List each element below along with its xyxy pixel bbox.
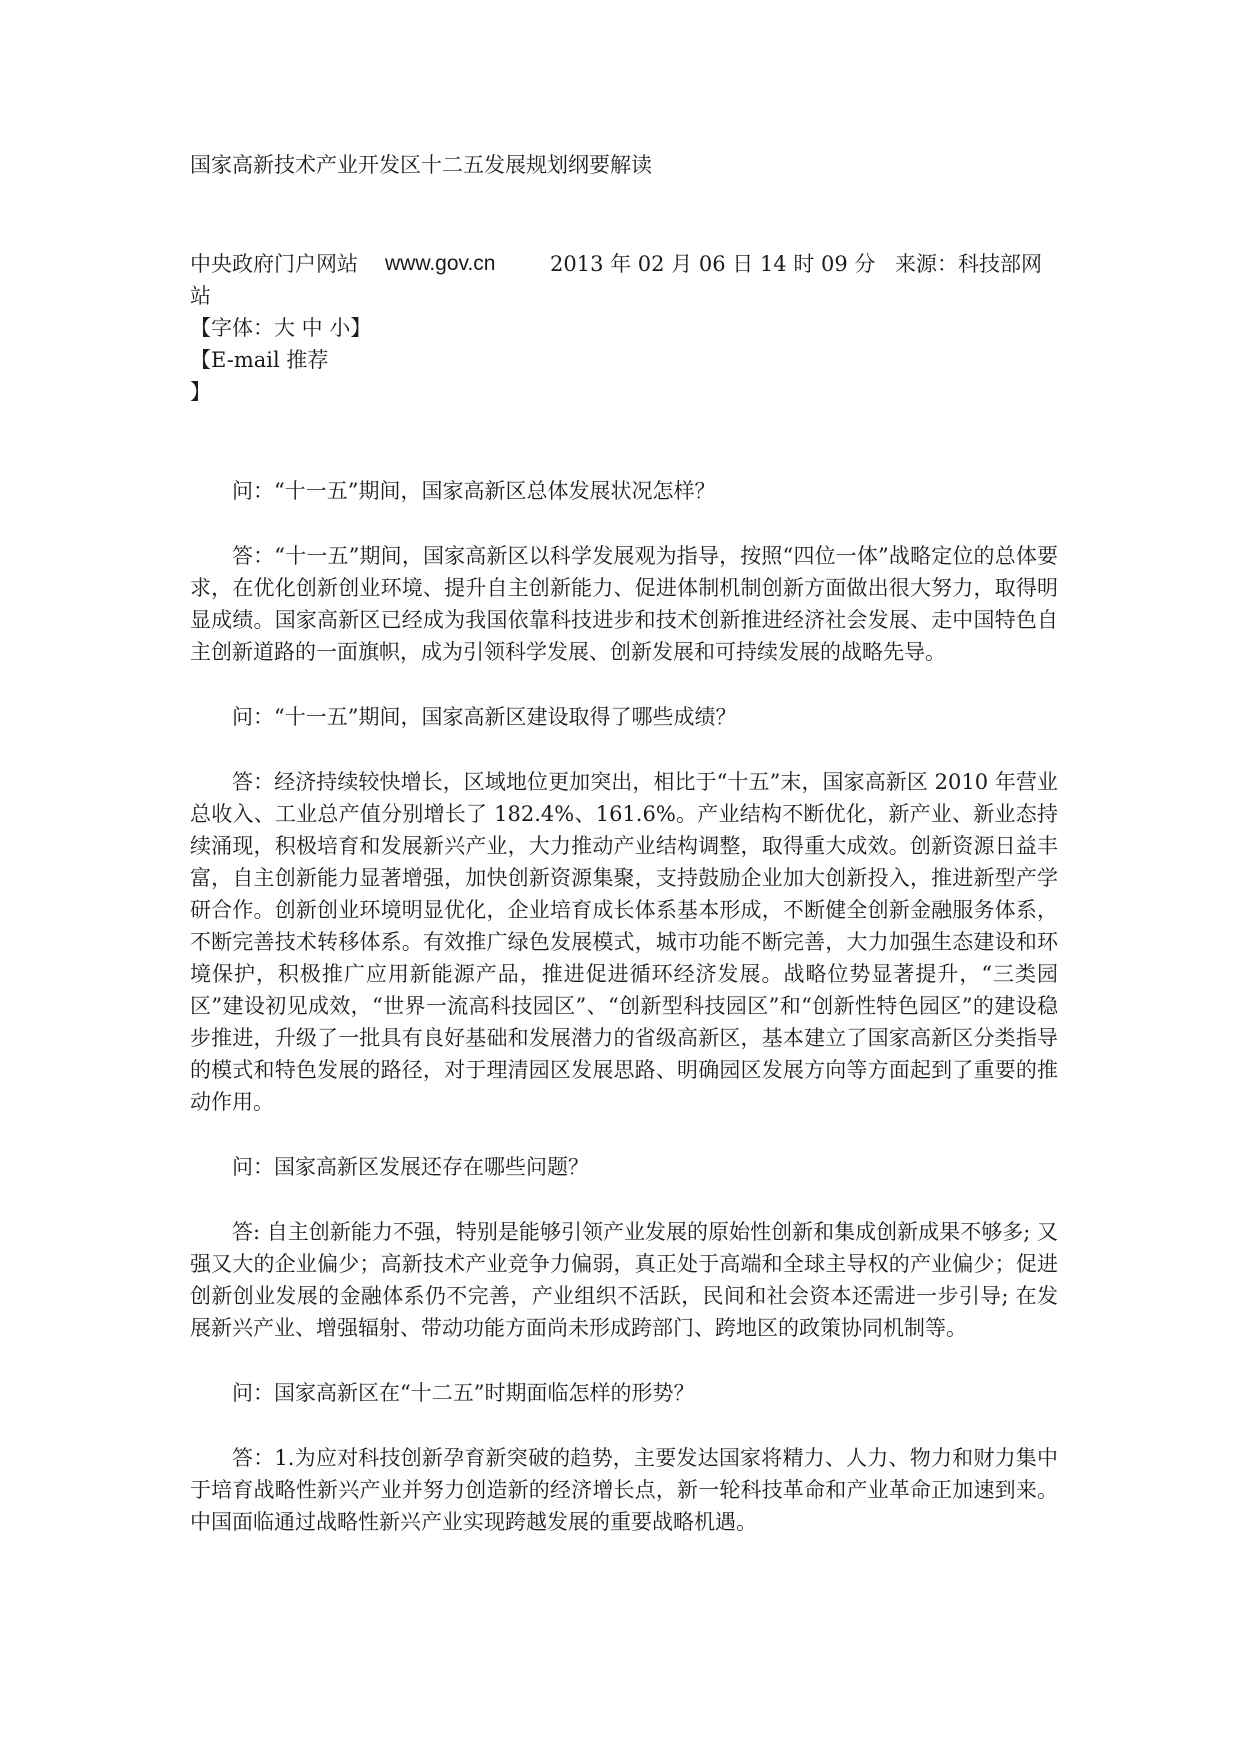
answer-paragraph: 答：经济持续较快增长，区域地位更加突出，相比于“十五”末，国家高新区 2010 年营业总收入、工业总产值分别增长了 182.4%、161.6%。产业结构不断优化，新产业、新业态持续涌现，积极培育和发展新兴产业，大力推动产业结构调整，取得重大成效。创新资源日益丰富，自主创新能力显著增强，加快创新资源集聚，支持鼓励企业加大创新投入，推进新型产学研合作。创新创业环境明显优化，企业培育成长体系基本形成，不断健全创新金融服务体系，不断完善技术转移体系。有效推广绿色发展模式，城市功能不断完善，大力加强生态建设和环境保护，积极推广应用新能源产品，推进促进循环经济发展。战略位势显著提升，“三类园区”建设初见成效，“世界一流高科技园区”、“创新型科技园区”和“创新性特色园区”的建设稳步推进，升级了一批具有良好基础和发展潜力的省级高新区，基本建立了国家高新区分类指导的模式和特色发展的路径，对于理清园区发展思路、明确园区发展方向等方面起到了重要的推动作用。 xyxy=(190,770,1058,1114)
question-paragraph: 问：“十一五”期间，国家高新区总体发展状况怎样？ xyxy=(232,479,716,503)
meta-source: 来源：科技部网 xyxy=(895,252,1042,276)
meta-site: 中央政府门户网站 xyxy=(190,252,358,276)
meta-date: 2013 年 02 月 06 日 14 时 09 分 xyxy=(550,252,876,276)
font-size-control[interactable]: 【字体：大 中 小】 xyxy=(190,316,372,340)
meta-line xyxy=(190,248,1070,280)
document-title: 国家高新技术产业开发区十二五发展规划纲要解读 xyxy=(190,153,652,177)
answer-paragraph: 答：1.为应对科技创新孕育新突破的趋势，主要发达国家将精力、人力、物力和财力集中于培育战略性新兴产业并努力创造新的经济增长点，新一轮科技革命和产业革命正加速到来。中国面临通过战略性新兴产业实现跨越发展的重要战略机遇。 xyxy=(190,1446,1058,1534)
question-paragraph: 问：国家高新区在“十二五”时期面临怎样的形势？ xyxy=(232,1381,695,1405)
answer-paragraph: 答：“十一五”期间，国家高新区以科学发展观为指导，按照“四位一体”战略定位的总体要求，在优化创新创业环境、提升自主创新能力、促进体制机制创新方面做出很大努力，取得明显成绩。国家高新区已经成为我国依靠科技进步和技术创新推进经济社会发展、走中国特色自主创新道路的一面旗帜，成为引领科学发展、创新发展和可持续发展的战略先导。 xyxy=(190,544,1058,664)
question-paragraph: 问：“十一五”期间，国家高新区建设取得了哪些成绩？ xyxy=(232,705,737,729)
email-recommend-link[interactable]: 【E-mail 推荐 xyxy=(190,348,329,372)
question-paragraph: 问：国家高新区发展还存在哪些问题？ xyxy=(232,1155,589,1179)
article-meta xyxy=(190,248,1070,408)
email-recommend-close: 】 xyxy=(190,380,211,404)
meta-source-continued: 站 xyxy=(190,284,211,308)
answer-paragraph: 答: 自主创新能力不强，特别是能够引领产业发展的原始性创新和集成创新成果不够多; 又强又大的企业偏少；高新技术产业竞争力偏弱，真正处于高端和全球主导权的产业偏少；促进创新创业发展的金融体系仍不完善，产业组织不活跃，民间和社会资本还需进一步引导; 在发展新兴产业、增强辐射、带动功能方面尚未形成跨部门、跨地区的政策协同机制等。 xyxy=(190,1220,1058,1340)
meta-url[interactable]: www.gov.cn xyxy=(385,252,496,275)
qa-body xyxy=(190,475,1058,1571)
